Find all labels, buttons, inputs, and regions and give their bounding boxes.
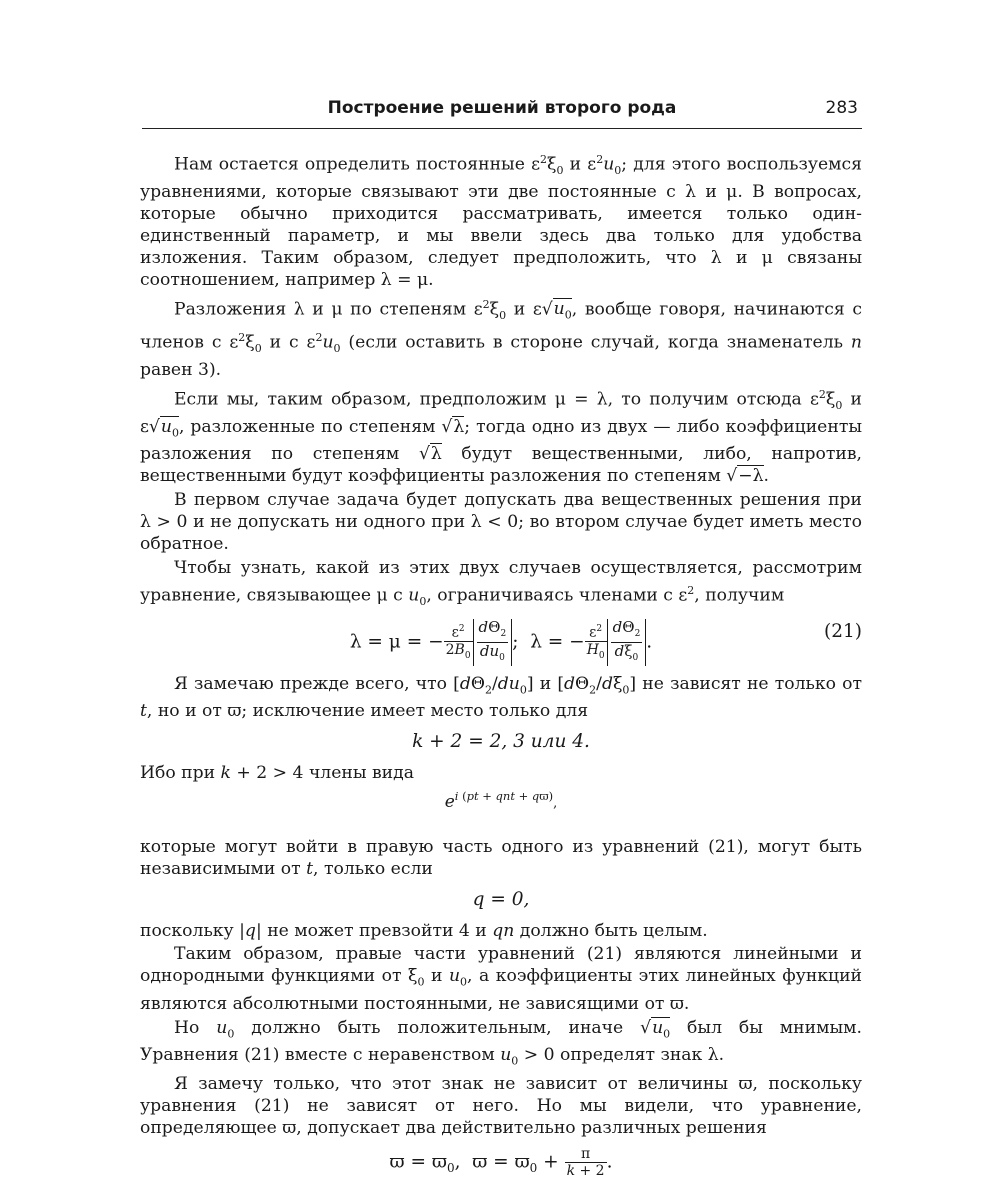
equation-number: (21) (824, 620, 862, 642)
paragraph-11: Но $u_0$ должно быть положительным, иначе $√u_0$ был бы мнимым. Уравнения (21) вместе с неравенством $u_0 > 0$ определят знак λ. (140, 1017, 862, 1068)
display-q-zero: q = 0, (472, 888, 530, 910)
paragraph-7: Ибо при k + 2 > 4 члены вида (140, 762, 414, 783)
paragraph-6: Я замечаю прежде всего, что $[d\Theta_2/du_0]$ и $[d\Theta_2/d\xi_0]$ не зависят не только от t, но и от ϖ; исключение имеет место только для (140, 673, 862, 721)
paragraph-8: которые могут войти в правую часть одного из уравнений (21), могут быть независимыми от t, только если (140, 836, 862, 879)
page-number: 283 (825, 98, 858, 118)
equation-21: λ = μ = − $\frac{\varepsilon^2}{2B_0}$ $\frac{d\Theta_2}{du_0}$ ; λ = − $\frac{\varepsilon^2}{H_0}$ $\frac{d\Theta_2}{d\xi_0}$ . (21) (140, 619, 862, 666)
paragraph-9: поскольку |q| не может превзойти 4 и qn должно быть целым. (140, 920, 708, 941)
paragraph-2: Разложения λ и μ по степеням $\varepsilon^2\xi_0$ и $\varepsilon√u_0$, вообще говоря, начинаются с членов с $\varepsilon^2\xi_0$ и с $\varepsilon^2u_0$ (если оставить в стороне случай, когда знаменатель n равен 3). (140, 297, 862, 380)
display-omega-solutions: $ϖ = ϖ_0$, $ϖ = ϖ_0$ + $\frac{\pi}{k + 2}$ . (389, 1146, 613, 1180)
running-header (142, 98, 862, 129)
display-exponential: ei (pt + qnt + qϖ), (444, 788, 558, 812)
paragraph-1: Нам остается определить постоянные $\varepsilon^2\xi_0$ и $\varepsilon^2u_0$; для этого воспользуемся уравнениями, которые связывают эти две постоянные с λ и μ. В вопросах, которые обычно приходится рассматривать, имеется только один-единственный параметр, и мы ввели здесь два только для удобства изложения. Таким образом, следует предположить, что λ и μ связаны соотношением, например λ = μ. (140, 153, 863, 290)
paragraph-10: Таким образом, правые части уравнений (21) являются линейными и однородными функциями от $\xi_0$ и $u_0$, а коэффициенты этих линейных функций являются абсолютными постоянными, не зависящими от ϖ. (140, 944, 862, 1014)
paragraph-4: В первом случае задача будет допускать два вещественных решения при λ > 0 и не допускать ни одного при λ < 0; во втором случае будет иметь место обратное. (140, 489, 862, 554)
paragraph-12: Я замечу только, что этот знак не зависит от величины ϖ, поскольку уравнения (21) не зависят от него. Но мы видели, что уравнение, определяющее ϖ, допускает два действительно различных решения (140, 1074, 863, 1139)
paragraph-5: Чтобы узнать, какой из этих двух случаев осуществляется, рассмотрим уравнение, связывающее μ с $u_0$, ограничиваясь членами с $\varepsilon^2$, получим (140, 557, 862, 608)
running-title: Построение решений второго рода (327, 98, 677, 118)
paragraph-3: Если мы, таким образом, предположим μ = λ, то получим отсюда $\varepsilon^2\xi_0$ и $\varepsilon√u_0$, разложенные по степеням √λ; тогда одно из двух — либо коэффициенты разложения по степеням √λ будут вещественными, либо, напротив, вещественными будут коэффициенты разложения по степеням √−λ. (140, 387, 863, 486)
display-k-values: k + 2 = 2, 3 или 4. (412, 730, 590, 752)
page-body (140, 149, 862, 1189)
